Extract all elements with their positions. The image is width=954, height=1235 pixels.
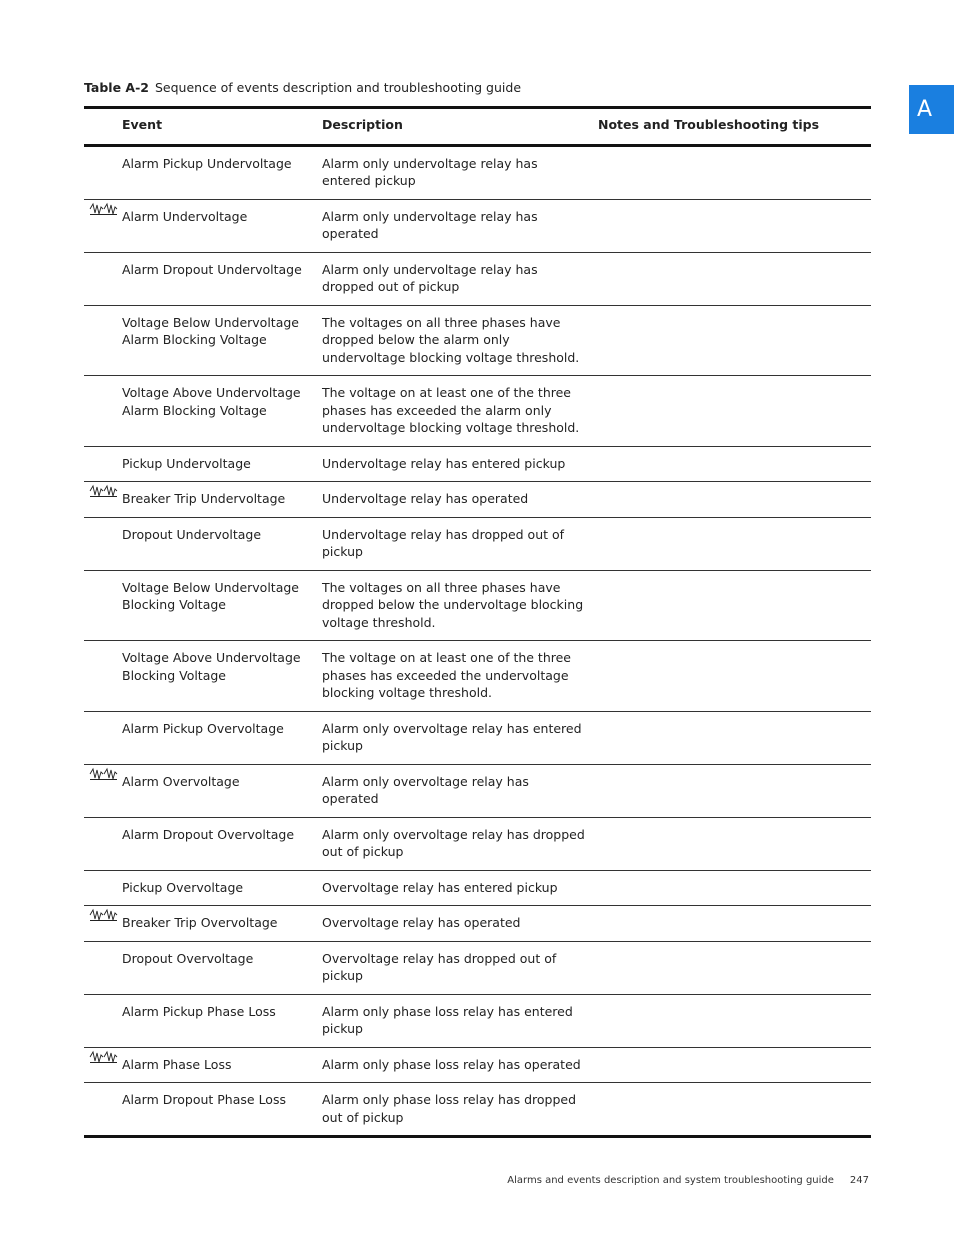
- event-cell: Breaker Trip Overvoltage: [122, 906, 322, 942]
- description-cell: The voltage on at least one of the three phases has exceeded the alarm only undervoltage blocking voltage threshold.: [322, 376, 598, 447]
- event-cell: Dropout Undervoltage: [122, 517, 322, 570]
- event-cell: Alarm Overvoltage: [122, 764, 322, 817]
- row-icon-cell: [84, 570, 122, 641]
- event-cell: Voltage Below Undervoltage Blocking Voltage: [122, 570, 322, 641]
- event-cell: Pickup Overvoltage: [122, 870, 322, 906]
- row-icon-cell: [84, 764, 122, 817]
- event-cell: Alarm Dropout Phase Loss: [122, 1092, 286, 1107]
- row-icon-cell: [84, 517, 122, 570]
- notes-cell: [598, 817, 871, 870]
- footer-title: Alarms and events description and system troubleshooting guide: [507, 1175, 834, 1186]
- appendix-tab-letter: A: [916, 97, 933, 122]
- notes-cell: [598, 641, 871, 712]
- description-cell: The voltages on all three phases have dropped below the undervoltage blocking voltage threshold.: [322, 570, 598, 641]
- description-cell: Undervoltage relay has dropped out of pickup: [322, 517, 598, 570]
- event-cell: Alarm Pickup Overvoltage: [122, 711, 322, 764]
- table-row: [84, 305, 871, 376]
- event-cell: Breaker Trip Undervoltage: [122, 482, 322, 518]
- description-cell: The voltage on at least one of the three phases has exceeded the undervoltage blocking voltage threshold.: [322, 641, 598, 712]
- event-cell: Alarm Pickup Phase Loss: [122, 994, 322, 1047]
- description-cell: Overvoltage relay has dropped out of pickup: [322, 941, 598, 994]
- table-caption: [84, 80, 521, 95]
- table-row: [84, 711, 871, 764]
- appendix-tab-marker: [909, 85, 954, 134]
- event-cell: Alarm Pickup Undervoltage: [122, 145, 322, 199]
- notes-cell: [598, 994, 871, 1047]
- description-cell: Alarm only undervoltage relay has operated: [322, 199, 598, 252]
- page-footer: [507, 1175, 869, 1186]
- oscillography-waveform-icon: [89, 1050, 118, 1064]
- event-cell: Dropout Overvoltage: [122, 941, 322, 994]
- table-row: [84, 252, 871, 305]
- table-row: [84, 482, 871, 518]
- table-row: [84, 570, 871, 641]
- table-row: [84, 906, 871, 942]
- description-cell: The voltages on all three phases have dropped below the alarm only undervoltage blocking voltage threshold.: [322, 305, 598, 376]
- row-icon-cell: [84, 145, 122, 199]
- description-cell: Undervoltage relay has operated: [322, 482, 598, 518]
- row-icon-cell: [84, 482, 122, 518]
- row-icon-cell: [84, 711, 122, 764]
- event-cell: Alarm Dropout Overvoltage: [122, 817, 322, 870]
- header-icon-spacer: [84, 108, 122, 146]
- event-cell: Alarm Phase Loss: [122, 1047, 322, 1083]
- table-row: [84, 1047, 871, 1083]
- notes-cell: [598, 446, 871, 482]
- table-header-row: [84, 108, 871, 146]
- notes-cell: [598, 711, 871, 764]
- table-caption-label: Table A-2: [84, 80, 149, 95]
- header-notes: Notes and Troubleshooting tips: [598, 108, 871, 146]
- table-row: [84, 641, 871, 712]
- header-event: Event: [122, 108, 322, 146]
- header-description: Description: [322, 108, 598, 146]
- table-row: [84, 994, 871, 1047]
- event-cell: Pickup Undervoltage: [122, 446, 322, 482]
- event-cell: Voltage Above Undervoltage Blocking Voltage: [122, 641, 322, 712]
- notes-cell: [598, 199, 871, 252]
- table-row: [84, 817, 871, 870]
- table-row: [84, 1083, 871, 1137]
- page-number: 247: [849, 1175, 869, 1186]
- oscillography-waveform-icon: [89, 202, 118, 216]
- table-row: [84, 870, 871, 906]
- event-cell: Alarm Dropout Undervoltage: [122, 252, 322, 305]
- notes-cell: [598, 305, 871, 376]
- notes-cell: [598, 252, 871, 305]
- notes-cell: [598, 145, 871, 199]
- notes-cell: [598, 870, 871, 906]
- row-icon-cell: [84, 906, 122, 942]
- row-icon-cell: [84, 1083, 122, 1137]
- event-cell: Voltage Below Undervoltage Alarm Blocking Voltage: [122, 305, 322, 376]
- description-cell: Alarm only overvoltage relay has operated: [322, 764, 598, 817]
- description-cell: Undervoltage relay has entered pickup: [322, 446, 598, 482]
- row-icon-cell: [84, 305, 122, 376]
- description-cell: Alarm only phase loss relay has entered pickup: [322, 994, 598, 1047]
- oscillography-waveform-icon: [89, 767, 118, 781]
- table-row: [84, 517, 871, 570]
- row-icon-cell: [84, 446, 122, 482]
- description-cell: Overvoltage relay has operated: [322, 906, 598, 942]
- description-cell: Alarm only undervoltage relay has dropped out of pickup: [322, 252, 598, 305]
- description-cell: Alarm only undervoltage relay has entered pickup: [322, 145, 598, 199]
- row-icon-cell: [84, 641, 122, 712]
- table-row: [84, 376, 871, 447]
- notes-cell: [598, 1083, 871, 1137]
- table-row: [84, 199, 871, 252]
- row-icon-cell: [84, 870, 122, 906]
- notes-cell: [598, 482, 871, 518]
- description-cell: Alarm only phase loss relay has operated: [322, 1047, 598, 1083]
- description-cell: Alarm only overvoltage relay has dropped out of pickup: [322, 817, 598, 870]
- row-icon-cell: [84, 199, 122, 252]
- table-row: [84, 145, 871, 199]
- events-table: [84, 106, 871, 1138]
- notes-cell: [598, 517, 871, 570]
- event-cell: Voltage Above Undervoltage Alarm Blocking Voltage: [122, 376, 322, 447]
- notes-cell: [598, 1047, 871, 1083]
- description-cell: Alarm only overvoltage relay has entered pickup: [322, 711, 598, 764]
- oscillography-waveform-icon: [89, 484, 118, 498]
- table-caption-text: Sequence of events description and troubleshooting guide: [154, 80, 522, 95]
- description-cell: Alarm only phase loss relay has dropped out of pickup: [322, 1092, 577, 1125]
- row-icon-cell: [84, 252, 122, 305]
- notes-cell: [598, 376, 871, 447]
- row-icon-cell: [84, 994, 122, 1047]
- row-icon-cell: [84, 1047, 122, 1083]
- event-cell: Alarm Undervoltage: [122, 199, 322, 252]
- events-table-body: [84, 145, 871, 1137]
- row-icon-cell: [84, 376, 122, 447]
- table-row: [84, 764, 871, 817]
- notes-cell: [598, 906, 871, 942]
- table-row: [84, 941, 871, 994]
- notes-cell: [598, 570, 871, 641]
- notes-cell: [598, 764, 871, 817]
- row-icon-cell: [84, 941, 122, 994]
- description-cell: Overvoltage relay has entered pickup: [322, 870, 598, 906]
- table-row: [84, 446, 871, 482]
- notes-cell: [598, 941, 871, 994]
- row-icon-cell: [84, 817, 122, 870]
- oscillography-waveform-icon: [89, 908, 118, 922]
